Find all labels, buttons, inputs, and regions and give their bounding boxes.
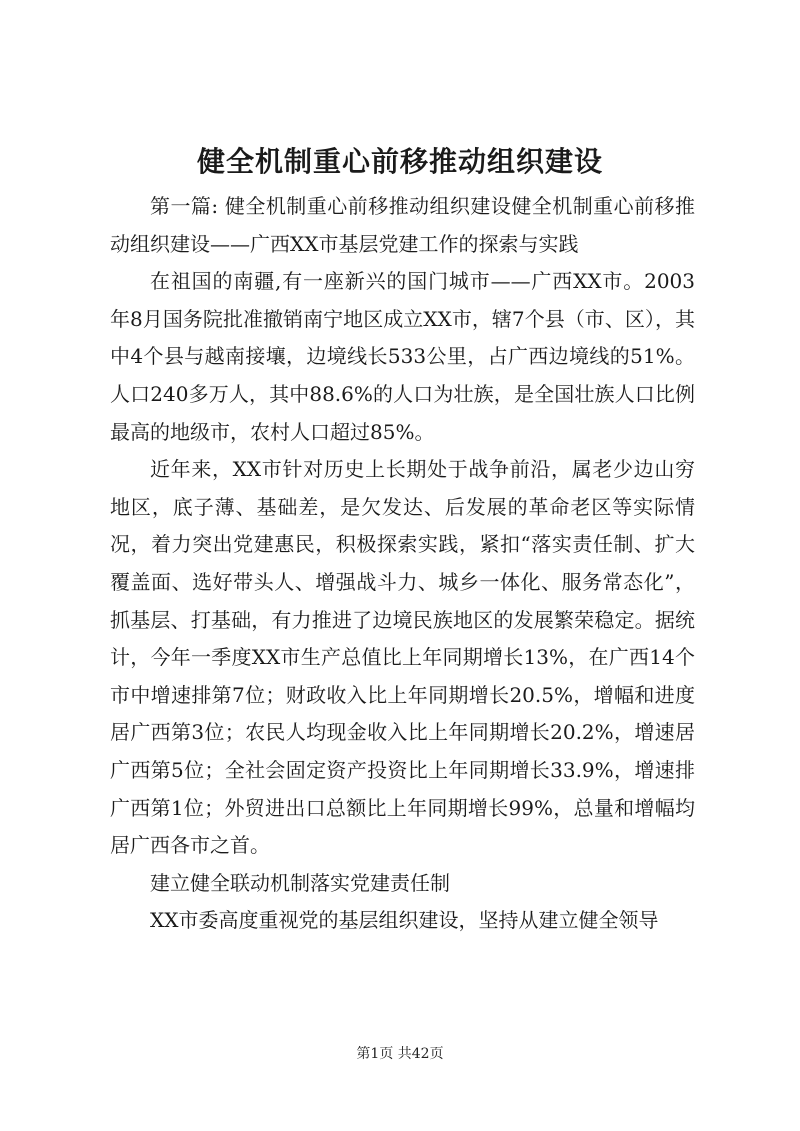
document-body <box>110 188 695 940</box>
section-heading: 建立健全联动机制落实党建责任制 <box>150 870 450 895</box>
paragraph-background: 在祖国的南疆,有一座新兴的国门城市——广西XX市。2003年8月国务院批准撤销南宁地区成立XX市，辖7个县（市、区），其中4个县与越南接壤，边境线长533公里，占广西边境线的51%。人口240多万人，其中88.6%的人口为壮族，是全国壮族人口比例最高的地级市，农村人口超过85%。 <box>110 269 695 444</box>
paragraph-recent-years: 近年来，XX市针对历史上长期处于战争前沿，属老少边山穷地区，底子薄、基础差，是欠发达、后发展的革命老区等实际情况，着力突出党建惠民，积极探索实践，紧扣“落实责任制、扩大覆盖面、选好带头人、增强战斗力、城乡一体化、服务常态化”，抓基层、打基础，有力推进了边境民族地区的发展繁荣稳定。据统计，今年一季度XX市生产总值比上年同期增长13%，在广西14个市中增速排第7位；财政收入比上年同期增长20.5%，增幅和进度居广西第3位；农民人均现金收入比上年同期增长20.2%，增速居广西第5位；全社会固定资产投资比上年同期增长33.9%，增速排广西第1位；外贸进出口总额比上年同期增长99%，总量和增幅均居广西各市之首。 <box>110 457 695 858</box>
page-footer: 第1页 共42页 <box>356 1046 444 1062</box>
document-title: 健全机制重心前移推动组织建设 <box>196 145 603 178</box>
paragraph-committee: XX市委高度重视党的基层组织建设，坚持从建立健全领导 <box>150 908 659 933</box>
paragraph-intro: 第一篇: 健全机制重心前移推动组织建设健全机制重心前移推动组织建设——广西XX市基层党建工作的探索与实践 <box>110 194 695 256</box>
